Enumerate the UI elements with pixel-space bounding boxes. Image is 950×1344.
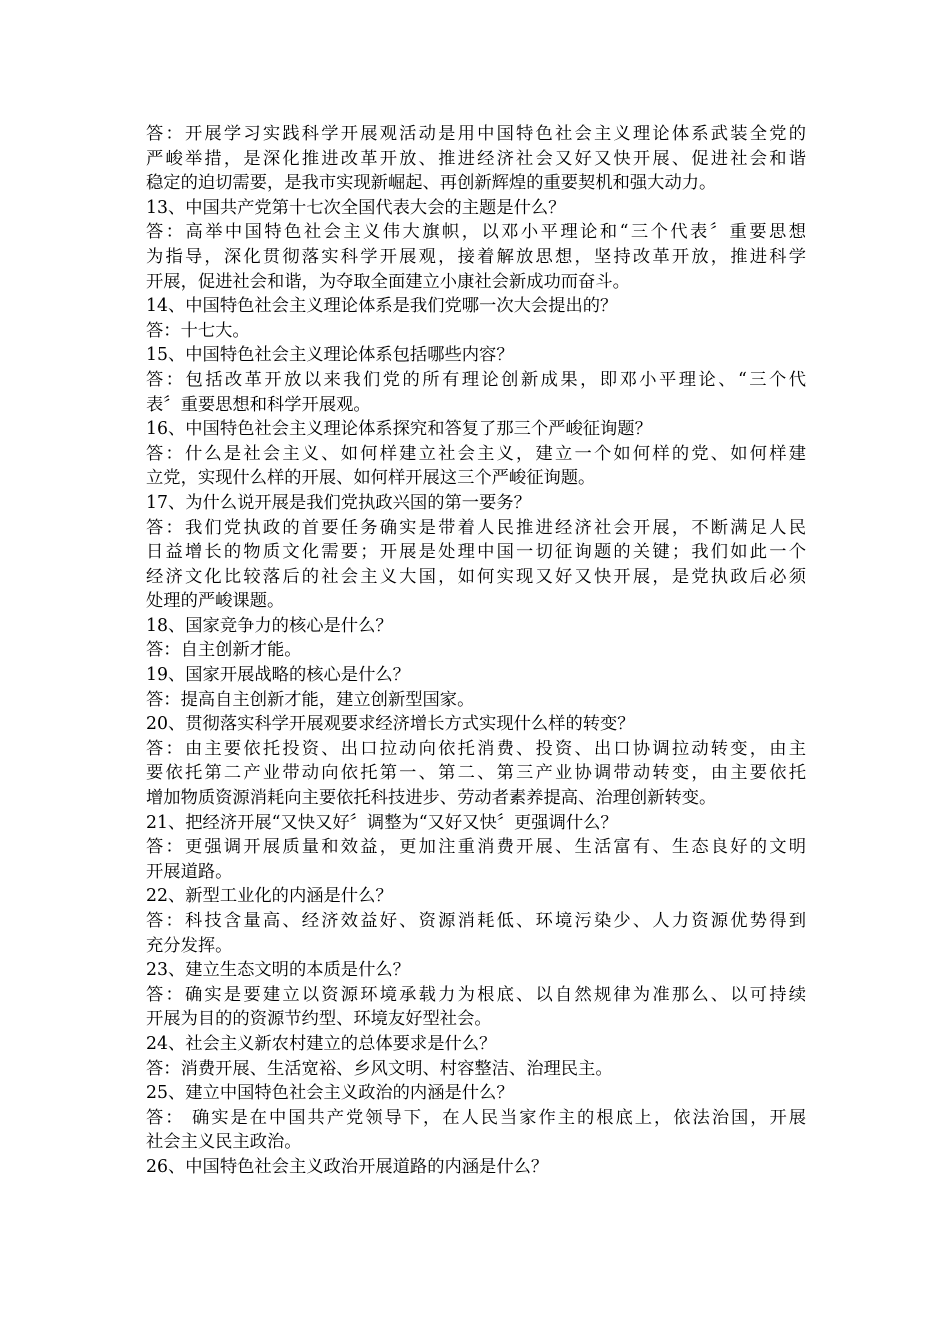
text-line: 开展为目的的资源节约型、环境友好型社会。 [146,1009,492,1030]
text-line: 答：高举中国特色社会主义伟大旗帜，以邓小平理论和“三个代表〞重要思想 [146,222,806,243]
answer-line: 答：自主创新才能。 [146,640,302,661]
question-line: 20、贯彻落实科学开展观要求经济增长方式实现什么样的转变？ [146,714,635,735]
text-line: 日益增长的物质文化需要；开展是处理中国一切征询题的关键；我们如此一个 [146,542,806,563]
answer-line: 答：消费开展、生活宽裕、乡风文明、村容整洁、治理民主。 [146,1058,613,1079]
document-body [146,122,806,1180]
text-line: 表〞重要思想和科学开展观。 [146,394,371,415]
text-line: 答：开展学习实践科学开展观活动是用中国特色社会主义理论体系武装全党的 [146,124,806,144]
question-line: 24、社会主义新农村建立的总体要求是什么？ [146,1033,497,1054]
text-line: 答：什么是社会主义、如何样建立社会主义，建立一个如何样的党、如何样建 [146,443,806,464]
question-line: 21、把经济开展“又快又好〞调整为“又好又快〞更强调什么？ [146,812,618,833]
question-line: 25、建立中国特色社会主义政治的内涵是什么？ [146,1083,514,1104]
question-line: 22、新型工业化的内涵是什么？ [146,886,393,907]
question-line: 16、中国特色社会主义理论体系探究和答复了那三个严峻征询题？ [146,419,652,440]
text-line: 答：确实是要建立以资源环境承载力为根底、以自然规律为准那么、以可持续 [146,984,806,1005]
text-line: 经济文化比较落后的社会主义大国，如何实现又好又快开展，是党执政后必须 [146,566,806,587]
question-line: 18、国家竞争力的核心是什么？ [146,615,393,636]
text-line: 答：包括改革开放以来我们党的所有理论创新成果，即邓小平理论、“三个代 [146,369,806,390]
text-line: 要依托第二产业带动向依托第一、第二、第三产业协调带动转变，由主要依托 [146,763,806,784]
text-line: 开展道路。 [146,861,233,882]
question-line: 15、中国特色社会主义理论体系包括哪些内容？ [146,345,514,366]
text-line: 严峻举措，是深化推进改革开放、推进经济社会又好又快开展、促进社会和谐 [146,148,806,169]
text-line: 答：科技含量高、经济效益好、资源消耗低、环境污染少、人力资源优势得到 [146,911,806,931]
text-line: 答：我们党执政的首要任务确实是带着人民推进经济社会开展，不断满足人民 [146,517,806,538]
text-line: 社会主义民主政治。 [146,1132,302,1153]
answer-line: 答：十七大。 [146,320,250,341]
answer-line: 答：提高自主创新才能，建立创新型国家。 [146,689,475,710]
question-line: 19、国家开展战略的核心是什么？ [146,665,410,686]
text-line: 稳定的迫切需要，是我市实现新崛起、再创新辉煌的重要契机和强大动力。 [146,173,717,194]
text-line: 答：更强调开展质量和效益，更加注重消费开展、生活富有、生态良好的文明 [146,837,806,858]
text-line: 答： 确实是在中国共产党领导下，在人民当家作主的根底上，依法治国，开展 [146,1107,806,1128]
question-line: 26、中国特色社会主义政治开展道路的内涵是什么？ [146,1156,549,1177]
text-line: 充分发挥。 [146,935,233,956]
question-line: 23、建立生态文明的本质是什么？ [146,960,410,981]
text-line: 答：由主要依托投资、出口拉动向依托消费、投资、出口协调拉动转变，由主 [146,738,806,759]
question-line: 13、中国共产党第十七次全国代表大会的主题是什么？ [146,197,566,218]
text-line: 开展，促进社会和谐，为夺取全面建立小康社会新成功而奋斗。 [146,271,630,292]
text-line: 立党，实现什么样的开展、如何样开展这三个严峻征询题。 [146,468,596,489]
text-line: 增加物质资源消耗向主要依托科技进步、劳动者素养提高、治理创新转变。 [146,788,717,809]
text-line: 处理的严峻课题。 [146,591,285,612]
question-line: 14、中国特色社会主义理论体系是我们党哪一次大会提出的？ [146,296,618,317]
text-line: 为指导，深化贯彻落实科学开展观，接着解放思想，坚持改革开放，推进科学 [146,246,806,267]
question-line: 17、为什么说开展是我们党执政兴国的第一要务？ [146,492,531,513]
